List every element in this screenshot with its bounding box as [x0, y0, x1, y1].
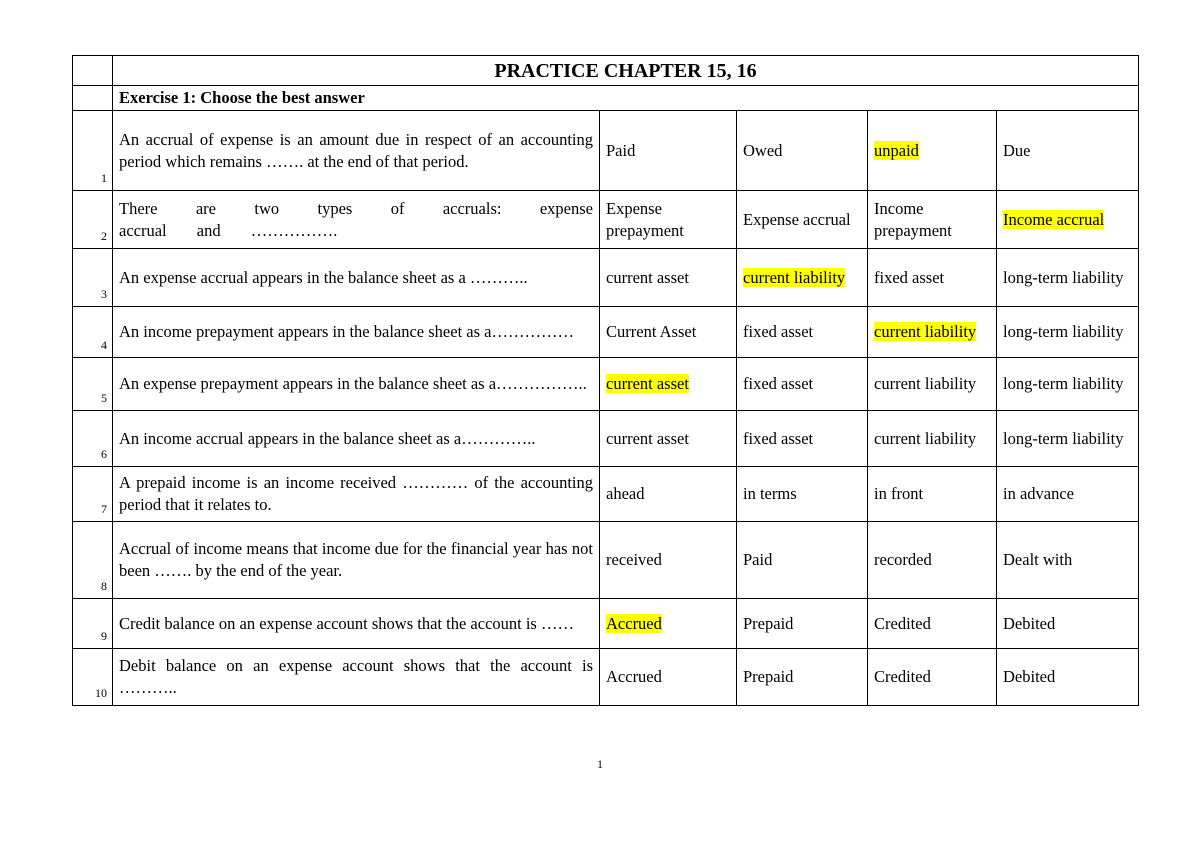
- table-row: [73, 522, 1139, 599]
- answer-option-cell: [868, 649, 997, 706]
- answer-option-cell: [737, 358, 868, 411]
- answer-option-cell: [600, 649, 737, 706]
- answer-option-cell: [737, 191, 868, 249]
- question-number: 4: [73, 307, 113, 358]
- answer-option: Expense accrual: [743, 209, 851, 229]
- table-row: [73, 467, 1139, 522]
- table-row: [73, 111, 1139, 191]
- question-number: 2: [73, 191, 113, 249]
- answer-option: long-term liability: [1003, 267, 1124, 287]
- answer-option-cell: [737, 307, 868, 358]
- answer-option: ahead: [606, 484, 645, 503]
- question-text: An income prepayment appears in the balance sheet as a……………: [113, 307, 600, 358]
- highlighted-answer: current liability: [874, 322, 977, 341]
- table-row: [73, 249, 1139, 307]
- answer-option: current asset: [606, 428, 689, 448]
- question-number: 5: [73, 358, 113, 411]
- answer-option-cell: [600, 249, 737, 307]
- highlighted-answer: Income accrual: [1003, 209, 1105, 229]
- answer-option: Expense prepayment: [606, 198, 684, 240]
- answer-option: fixed asset: [743, 322, 814, 341]
- answer-option-cell: [997, 358, 1139, 411]
- question-text: An income accrual appears in the balance sheet as a…………..: [113, 411, 600, 467]
- answer-option: Credited: [874, 667, 931, 686]
- answer-option: Current Asset: [606, 322, 697, 341]
- exercise-row-number-cell: [73, 86, 113, 111]
- answer-option: current asset: [606, 267, 689, 287]
- answer-option-cell: [868, 411, 997, 467]
- highlighted-answer: current liability: [743, 267, 846, 287]
- answer-option-cell: [868, 307, 997, 358]
- answer-option: in front: [874, 484, 924, 503]
- answer-option-cell: [868, 467, 997, 522]
- answer-option-cell: [600, 522, 737, 599]
- answer-option-cell: [737, 467, 868, 522]
- question-text: An expense prepayment appears in the balance sheet as a……………..: [113, 358, 600, 411]
- answer-option-cell: [997, 522, 1139, 599]
- answer-option-cell: [600, 191, 737, 249]
- answer-option: Paid: [743, 550, 773, 569]
- answer-option: Owed: [743, 140, 783, 160]
- title-row-number-cell: [73, 56, 113, 86]
- answer-option: in terms: [743, 484, 797, 503]
- practice-table: [72, 55, 1139, 706]
- answer-option-cell: [737, 111, 868, 191]
- answer-option: Income prepayment: [874, 198, 952, 240]
- answer-option: Due: [1003, 140, 1031, 160]
- question-number: 1: [73, 111, 113, 191]
- answer-option-cell: [868, 358, 997, 411]
- question-text: A prepaid income is an income received ………… of the accounting period that it relates to.: [113, 467, 600, 522]
- answer-option-cell: [997, 307, 1139, 358]
- question-number: 10: [73, 649, 113, 706]
- answer-option: Credited: [874, 613, 931, 633]
- highlighted-answer: Accrued: [606, 613, 662, 633]
- answer-option: Debited: [1003, 613, 1056, 633]
- answer-option: Prepaid: [743, 613, 794, 633]
- table-row: [73, 599, 1139, 649]
- table-row: [73, 649, 1139, 706]
- answer-option-cell: [997, 411, 1139, 467]
- question-number: 8: [73, 522, 113, 599]
- answer-option: fixed asset: [743, 428, 814, 448]
- answer-option-cell: [997, 191, 1139, 249]
- answer-option-cell: [868, 111, 997, 191]
- page-title: PRACTICE CHAPTER 15, 16: [113, 56, 1139, 86]
- question-number: 9: [73, 599, 113, 649]
- answer-option: Debited: [1003, 667, 1056, 686]
- answer-option: long-term liability: [1003, 428, 1124, 448]
- exercise-row: [73, 86, 1139, 111]
- question-number: 3: [73, 249, 113, 307]
- answer-option: received: [606, 550, 662, 569]
- question-number: 6: [73, 411, 113, 467]
- exercise-heading: Exercise 1: Choose the best answer: [113, 86, 1139, 111]
- answer-option: fixed asset: [874, 267, 945, 287]
- answer-option-cell: [737, 649, 868, 706]
- answer-option-cell: [868, 191, 997, 249]
- answer-option-cell: [600, 411, 737, 467]
- answer-option-cell: [600, 467, 737, 522]
- answer-option-cell: [737, 599, 868, 649]
- answer-option: Accrued: [606, 667, 662, 686]
- answer-option-cell: [997, 649, 1139, 706]
- title-row: [73, 56, 1139, 86]
- answer-option-cell: [997, 111, 1139, 191]
- question-text: An accrual of expense is an amount due in respect of an accounting period which remains ……. at the end of that period.: [113, 111, 600, 191]
- table-row: [73, 358, 1139, 411]
- answer-option: current liability: [874, 428, 977, 448]
- highlighted-answer: current asset: [606, 374, 689, 393]
- answer-option-cell: [997, 249, 1139, 307]
- answer-option-cell: [737, 411, 868, 467]
- answer-option-cell: [997, 599, 1139, 649]
- question-text: There are two types of accruals: expense accrual and …………….: [113, 191, 600, 249]
- answer-option-cell: [737, 522, 868, 599]
- answer-option-cell: [600, 358, 737, 411]
- page-number: 1: [597, 757, 603, 771]
- question-text: Accrual of income means that income due for the financial year has not been ……. by the end of the year.: [113, 522, 600, 599]
- question-number: 7: [73, 467, 113, 522]
- answer-option-cell: [868, 599, 997, 649]
- question-text: An expense accrual appears in the balance sheet as a ………..: [113, 249, 600, 307]
- answer-option-cell: [868, 249, 997, 307]
- answer-option: in advance: [1003, 484, 1075, 503]
- answer-option: current liability: [874, 374, 977, 393]
- answer-option-cell: [868, 522, 997, 599]
- answer-option-cell: [600, 111, 737, 191]
- answer-option-cell: [600, 307, 737, 358]
- answer-option-cell: [600, 599, 737, 649]
- answer-option-cell: [997, 467, 1139, 522]
- answer-option: long-term liability: [1003, 322, 1124, 341]
- answer-option: Dealt with: [1003, 550, 1073, 569]
- answer-option-cell: [737, 249, 868, 307]
- question-text: Debit balance on an expense account shows that the account is ………..: [113, 649, 600, 706]
- answer-option: Paid: [606, 140, 636, 160]
- question-text: Credit balance on an expense account shows that the account is ……: [113, 599, 600, 649]
- table-row: [73, 411, 1139, 467]
- answer-option: fixed asset: [743, 374, 814, 393]
- table-row: [73, 191, 1139, 249]
- answer-option: long-term liability: [1003, 374, 1124, 393]
- answer-option: recorded: [874, 550, 932, 569]
- highlighted-answer: unpaid: [874, 140, 919, 160]
- answer-option: Prepaid: [743, 667, 794, 686]
- table-row: [73, 307, 1139, 358]
